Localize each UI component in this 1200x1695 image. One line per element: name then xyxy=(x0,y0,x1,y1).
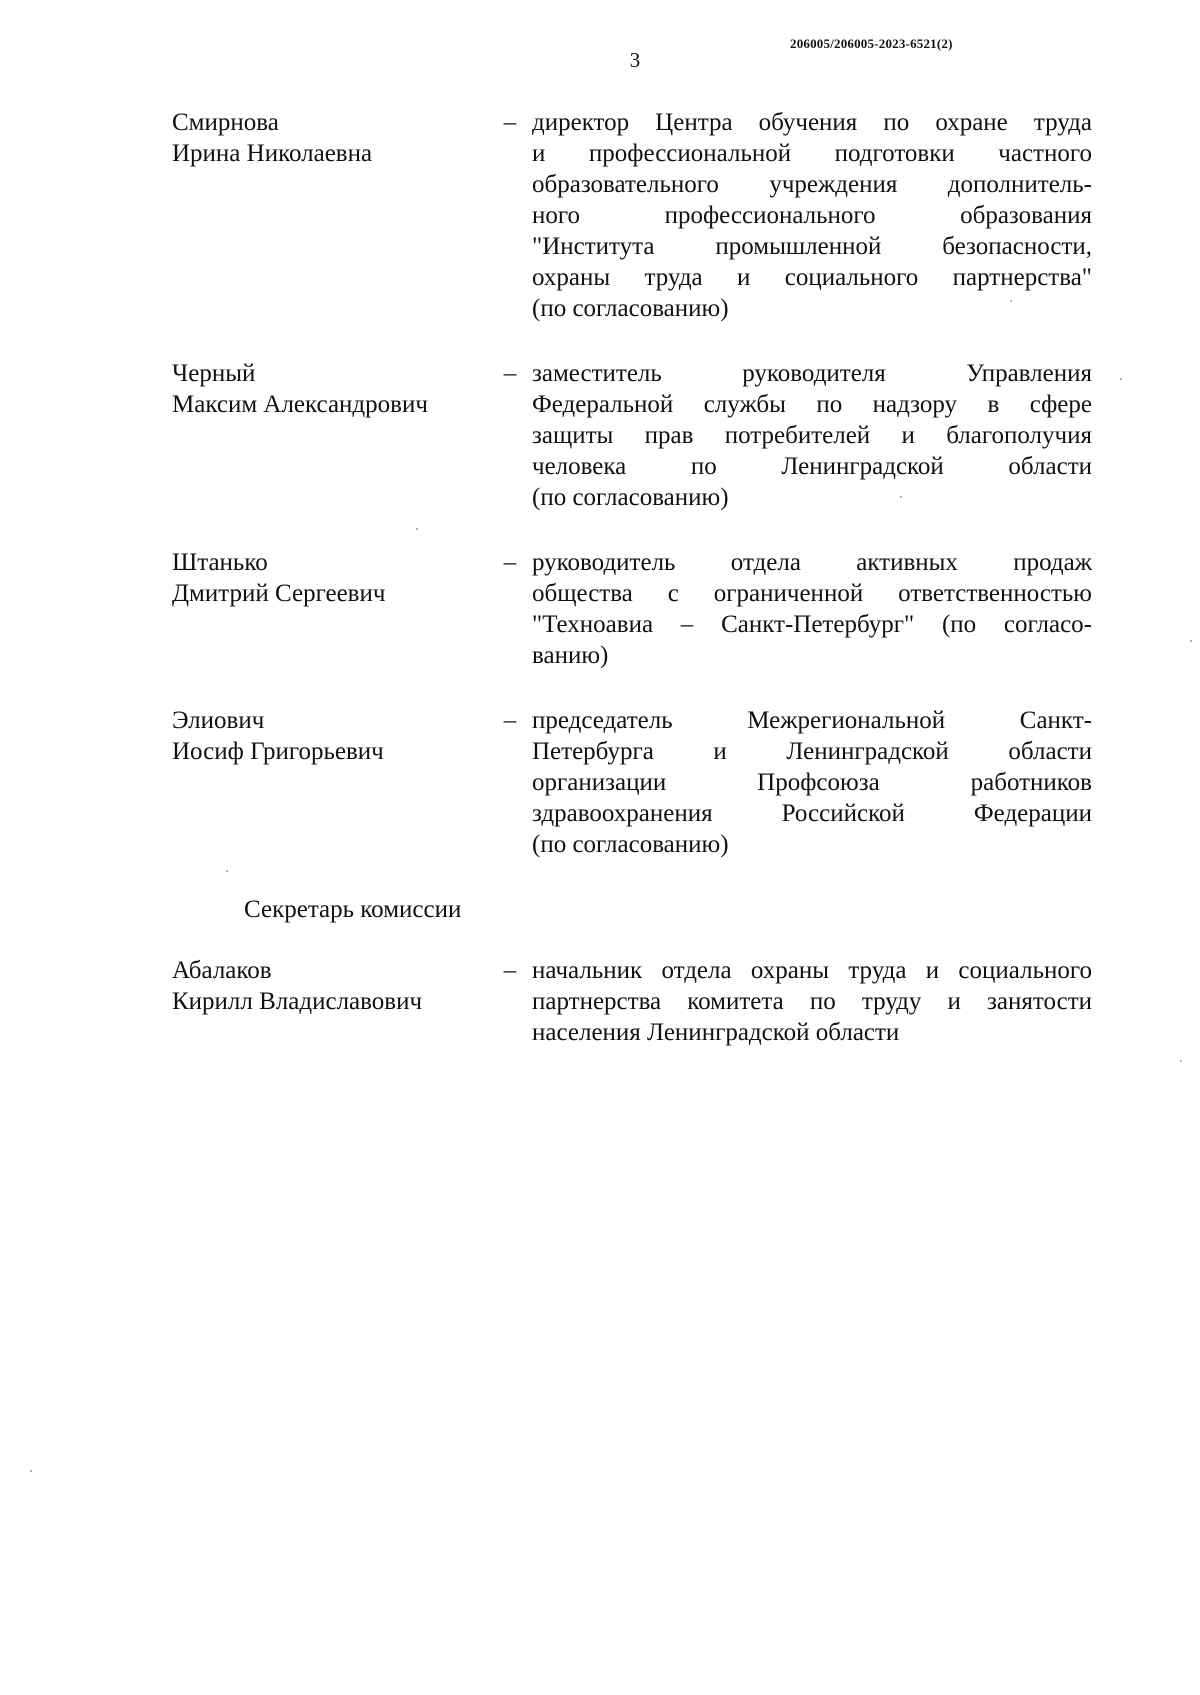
position-line: и профессиональной подготовки частного xyxy=(532,140,1092,167)
position-line: населения Ленинградской области xyxy=(532,1019,900,1046)
member-entry xyxy=(172,107,1092,324)
secretary-heading: Секретарь комиссии xyxy=(244,896,462,923)
dash-separator: – xyxy=(503,707,517,734)
member-name xyxy=(172,107,492,324)
member-name xyxy=(172,955,492,1048)
member-name xyxy=(172,705,492,860)
position-line: директор Центра обучения по охране труда xyxy=(532,109,1092,136)
member-name xyxy=(172,358,492,513)
page-number: 3 xyxy=(629,48,641,72)
position-line: общества с ограниченной ответственностью xyxy=(532,580,1092,607)
member-position xyxy=(532,107,1092,324)
member-surname: Штанько xyxy=(172,549,268,576)
dash-separator: – xyxy=(503,360,517,387)
member-surname: Абалаков xyxy=(172,957,272,984)
position-line: человека по Ленинградской области xyxy=(532,453,1092,480)
position-line: охраны труда и социального партнерства" xyxy=(532,264,1092,291)
scan-speck xyxy=(1120,378,1122,380)
scan-speck xyxy=(30,1470,32,1472)
position-line: руководитель отдела активных продаж xyxy=(532,549,1092,576)
member-given-name: Иосиф Григорьевич xyxy=(172,738,384,765)
scan-speck xyxy=(226,870,228,872)
position-line: заместитель руководителя Управления xyxy=(532,360,1092,387)
position-line: ванию) xyxy=(532,642,609,669)
member-position xyxy=(532,547,1092,671)
commission-member-list xyxy=(172,107,1092,1082)
dash-separator: – xyxy=(503,957,517,984)
position-line: образовательного учреждения дополнитель- xyxy=(532,171,1092,198)
scan-speck xyxy=(1010,300,1012,302)
position-line: начальник отдела охраны труда и социального xyxy=(532,957,1092,984)
position-line: (по согласованию) xyxy=(532,831,729,858)
scan-speck xyxy=(416,528,418,530)
position-line: Федеральной службы по надзору в сфере xyxy=(532,391,1092,418)
scan-speck xyxy=(1180,1060,1182,1062)
dash-separator: – xyxy=(503,549,517,576)
position-line: председатель Межрегиональной Санкт- xyxy=(532,707,1092,734)
secretary-entry xyxy=(172,955,1092,1048)
scan-speck xyxy=(900,496,902,498)
position-line: здравоохранения Российской Федерации xyxy=(532,800,1092,827)
member-surname: Смирнова xyxy=(172,109,279,136)
position-line: партнерства комитета по труду и занятости xyxy=(532,988,1092,1015)
position-line: защиты прав потребителей и благополучия xyxy=(532,422,1092,449)
document-id: 206005/206005-2023-6521(2) xyxy=(790,36,953,51)
member-position xyxy=(532,705,1092,860)
position-line: (по согласованию) xyxy=(532,484,729,511)
member-given-name: Дмитрий Сергеевич xyxy=(172,580,386,607)
member-given-name: Ирина Николаевна xyxy=(172,140,373,167)
member-name xyxy=(172,547,492,671)
member-given-name: Максим Александрович xyxy=(172,391,428,418)
position-line: ного профессионального образования xyxy=(532,202,1092,229)
position-line: организации Профсоюза работников xyxy=(532,769,1092,796)
position-line: "Института промышленной безопасности, xyxy=(532,233,1092,260)
member-entry xyxy=(172,705,1092,860)
member-entry xyxy=(172,547,1092,671)
member-surname: Элиович xyxy=(172,707,265,734)
member-given-name: Кирилл Владиславович xyxy=(172,988,423,1015)
position-line: Петербурга и Ленинградской области xyxy=(532,738,1092,765)
member-surname: Черный xyxy=(172,360,256,387)
position-line: (по согласованию) xyxy=(532,295,729,322)
member-position xyxy=(532,358,1092,513)
scan-speck xyxy=(1190,640,1192,642)
member-entry xyxy=(172,358,1092,513)
position-line: "Техноавиа – Санкт-Петербург" (по согласо- xyxy=(532,611,1092,638)
dash-separator: – xyxy=(503,109,517,136)
member-position xyxy=(532,955,1092,1048)
